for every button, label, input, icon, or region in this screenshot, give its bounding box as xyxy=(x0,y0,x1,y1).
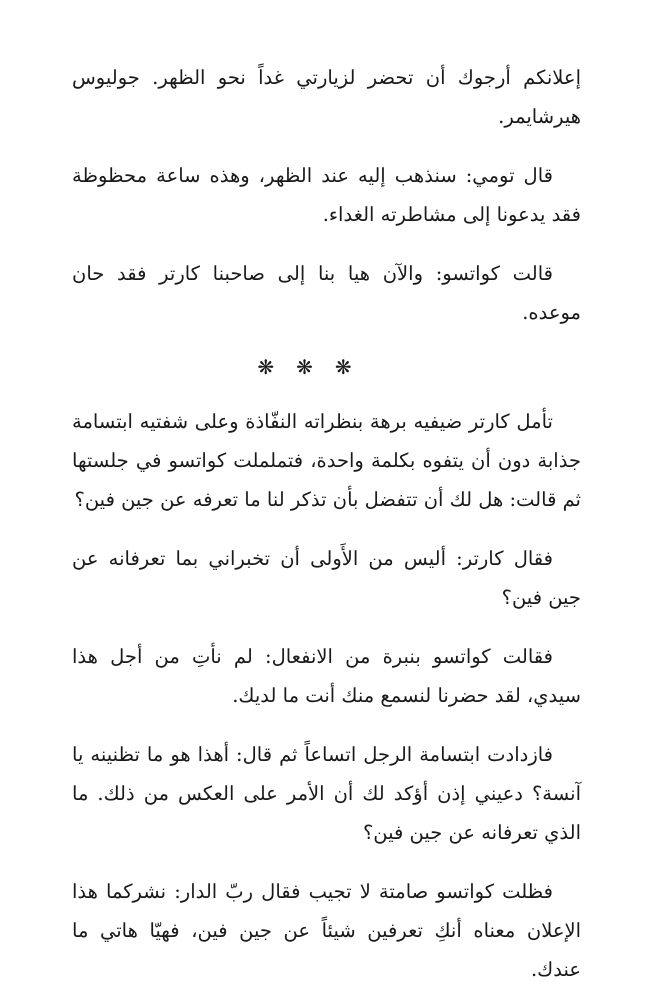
paragraph-carter-smiles: فازدادت ابتسامة الرجل اتساعاً ثم قال: أهذا هو ما تظنينه يا آنسة؟ دعيني إذن أؤكد لك أن الأمر على العكس من ذلك. ما الذي تعرفانه عن جين فين؟ xyxy=(72,743,581,844)
section-separator: ❋❋❋ xyxy=(257,355,374,379)
paragraph-tommy: قال تومي: سنذهب إليه عند الظهر، وهذه ساعة محظوظة فقد يدعونا إلى مشاطرته الغداء. xyxy=(72,164,581,226)
paragraph-carter-asks: فقال كارتر: أليس من الأَولى أن تخبراني بما تعرفانه عن جين فين؟ xyxy=(72,547,581,609)
paragraph-tuppence-replies: فقالت كواتسو بنبرة من الانفعال: لم نأتِ من أجل هذا سيدي، لقد حضرنا لنسمع منك أنت ما لديك. xyxy=(72,645,581,707)
paragraph-tuppence: قالت كواتسو: والآن هيا بنا إلى صاحبنا كارتر فقد حان موعده. xyxy=(72,262,581,324)
paragraph-letter-signature: إعلانكم أرجوك أن تحضر لزيارتي غداً نحو الظهر. جوليوس هيرشايمر. xyxy=(72,66,581,128)
paragraph-carter-observes: تأمل كارتر ضيفيه برهة بنظراته النفّاذة وعلى شفتيه ابتسامة جذابة دون أن يتفوه بكلمة واحدة، فتململت كواتسو في جلستها ثم قالت: هل لك أن تتفضل بأن تذكر لنا ما تعرفه عن جين فين؟ xyxy=(72,410,581,511)
paragraph-host-speaks: فظلت كواتسو صامتة لا تجيب فقال ربّ الدار: نشركما هذا الإعلان معناه أنكِ تعرفين شيئاً عن جين فين، فهيّا هاتي ما عندك. xyxy=(72,880,581,981)
